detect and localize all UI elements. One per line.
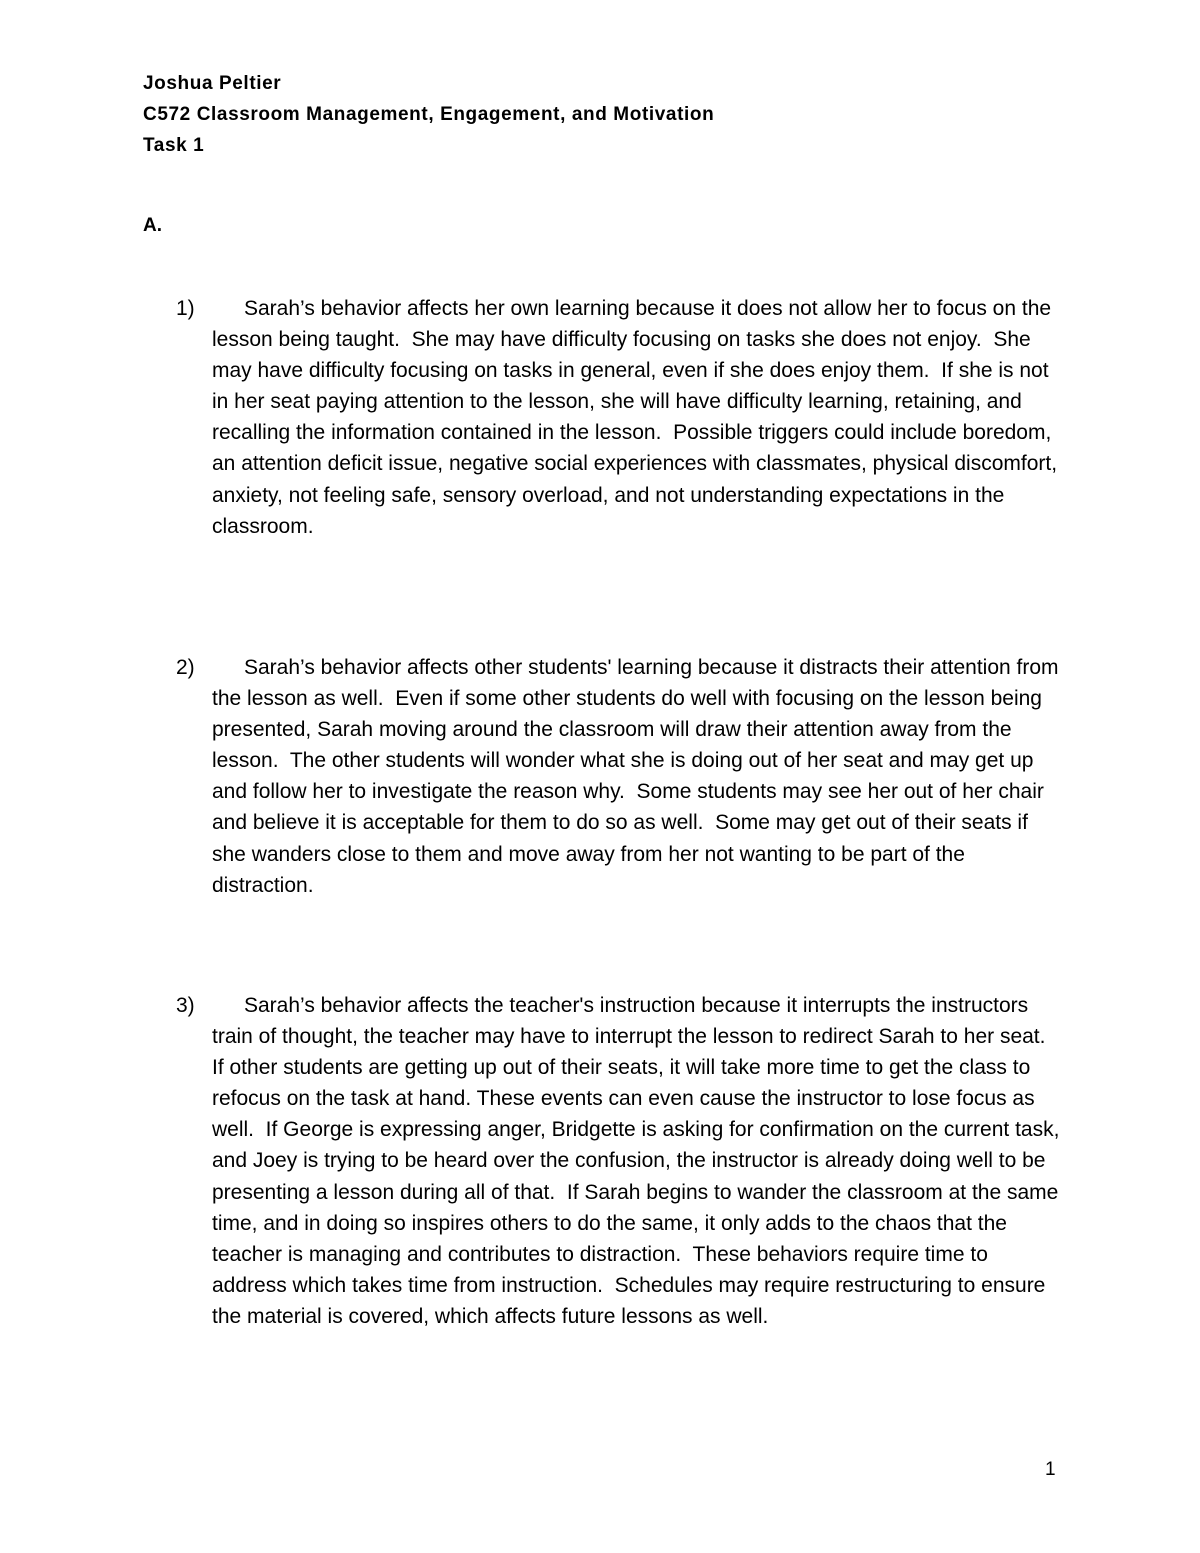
list-item-paragraph (212, 293, 1066, 542)
list-item-paragraph (212, 652, 1066, 901)
list-item-number: 2) (176, 656, 195, 679)
list-item-number: 1) (176, 297, 195, 320)
list-item-1 (176, 293, 1066, 542)
list-item-number: 3) (176, 994, 195, 1017)
task-title: Task 1 (143, 135, 205, 156)
page-number: 1 (1045, 1459, 1056, 1480)
course-title: C572 Classroom Management, Engagement, and Motivation (143, 104, 715, 125)
author-name: Joshua Peltier (143, 73, 282, 94)
section-label: A. (143, 215, 162, 236)
list-item-paragraph (212, 990, 1066, 1332)
document-header (143, 68, 714, 161)
list-item-2 (176, 652, 1066, 901)
list-item-text: Sarah’s behavior affects her own learning because it does not allow her to focus on the lesson being taught. She may have difficulty focusing on tasks she does not enjoy. She may have difficulty focusing on tasks in general, even if she does enjoy them. If she is not in her seat paying attention to the lesson, she will have difficulty learning, retaining, and recalling the information contained in the lesson. Possible triggers could include boredom, an attention deficit issue, negative social experiences with classmates, physical discomfort, anxiety, not feeling safe, sensory overload, and not understanding expectations in the classroom. (212, 297, 1063, 538)
list-item-text: Sarah’s behavior affects other students' learning because it distracts their attention from the lesson as well. Even if some other students do well with focusing on the lesson being presented, Sarah moving around the classroom will draw their attention away from the lesson. The other students will wonder what she is doing out of her seat and may get up and follow her to investigate the reason why. Some students may see her out of her chair and believe it is acceptable for them to do so as well. Some may get out of their seats if she wanders close to them and move away from her not wanting to be part of the distraction. (212, 656, 1065, 897)
list-item-3 (176, 990, 1066, 1332)
list-item-text: Sarah’s behavior affects the teacher's instruction because it interrupts the instructors train of thought, the teacher may have to interrupt the lesson to redirect Sarah to her seat. If other students are getting up out of their seats, it will take more time to get the class to refocus on the task at hand. These events can even cause the instructor to lose focus as well. If George is expressing anger, Bridgette is asking for confirmation on the current task, and Joey is trying to be heard over the confusion, the instructor is already doing well to be presenting a lesson during all of that. If Sarah begins to wander the classroom at the same time, and in doing so inspires others to do the same, it only adds to the chaos that the teacher is managing and contributes to distraction. These behaviors require time to address which takes time from instruction. Schedules may require restructuring to ensure the material is covered, which affects future lessons as well. (212, 994, 1066, 1328)
